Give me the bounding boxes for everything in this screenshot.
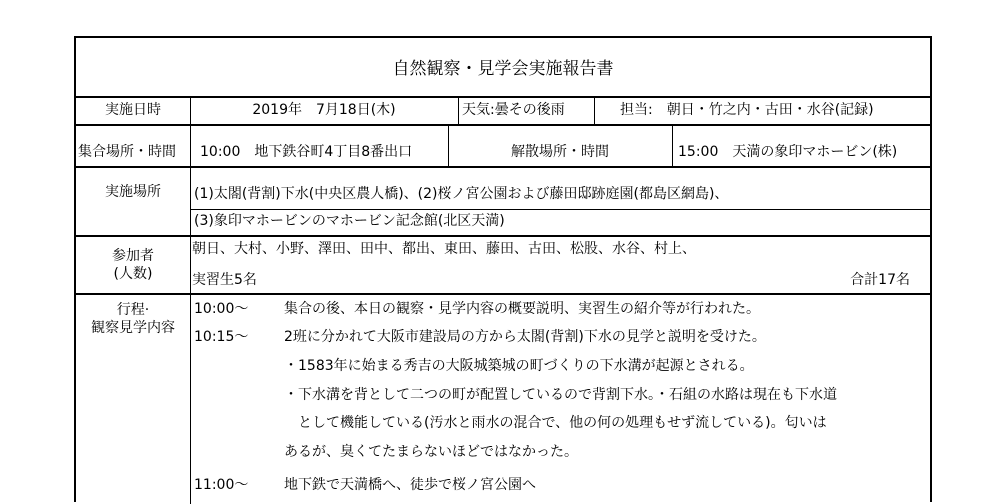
venue-line-2: (3)象印マホービンのマホービン記念館(北区天満) bbox=[194, 213, 505, 229]
participants-line-1: 朝日、大村、小野、澤田、田中、都出、東田、藤田、古田、松股、水谷、村上、 bbox=[192, 241, 696, 257]
page-title: 自然観察・見学会実施報告書 bbox=[392, 59, 614, 79]
participants-count-label: (人数) bbox=[113, 266, 153, 282]
label-column-divider bbox=[190, 96, 191, 504]
staff-value: 担当: 朝日・竹之内・古田・水谷(記録) bbox=[620, 102, 874, 118]
itinerary-text: ・下水溝を背として二つの町が配置しているので背割下水。・石組の水路は現在も下水道 bbox=[284, 387, 837, 403]
participants-label: 参加者 bbox=[112, 248, 154, 264]
venue-label: 実施場所 bbox=[105, 184, 161, 200]
itinerary-label: 行程· bbox=[116, 302, 150, 318]
itinerary-text: 集合の後、本日の観察・見学内容の概要説明、実習生の紹介等が行われた。 bbox=[284, 301, 760, 317]
itinerary-time: 11:00～ bbox=[194, 477, 249, 493]
weather-value: 天気:曇その後雨 bbox=[462, 102, 565, 118]
date-weather-divider bbox=[458, 96, 459, 124]
participants-total: 合計17名 bbox=[850, 272, 910, 288]
dismiss-label: 解散場所・時間 bbox=[511, 144, 609, 160]
itinerary-text: 地下鉄で天満橋へ、徒歩で桜ノ宮公園へ bbox=[284, 477, 536, 493]
participants-row-divider bbox=[76, 293, 930, 295]
venue-row-divider bbox=[76, 235, 930, 237]
meeting-label: 集合場所・時間 bbox=[78, 144, 176, 160]
itinerary-text: 2班に分かれて大阪市建設局の方から太閤(背割)下水の見学と説明を受けた。 bbox=[284, 329, 766, 345]
venue-line-1: (1)太閤(背割)下水(中央区農人橋)、(2)桜ノ宮公園および藤田邸跡庭園(都島区網島)、 bbox=[194, 186, 729, 202]
participants-line-2: 実習生5名 bbox=[192, 272, 257, 288]
date-row-divider bbox=[76, 124, 930, 126]
weather-staff-divider bbox=[594, 96, 595, 124]
itinerary-time: 10:00～ bbox=[194, 301, 249, 317]
itinerary-time: 10:15～ bbox=[194, 329, 249, 345]
meeting-value: 10:00 地下鉄谷町4丁目8番出口 bbox=[200, 144, 413, 160]
report-table bbox=[74, 36, 932, 502]
meeting-row-divider bbox=[76, 166, 930, 168]
itinerary-text: ・1583年に始まる秀吉の大阪城築城の町づくりの下水溝が起源とされる。 bbox=[284, 358, 754, 374]
itinerary-text: として機能している(汚水と雨水の混合で、他の何の処理もせず流している)。匂いは bbox=[284, 415, 827, 431]
venue-inner-divider bbox=[190, 209, 930, 210]
dismiss-value-divider bbox=[672, 124, 673, 166]
itinerary-text: あるが、臭くてたまらないほどではなかった。 bbox=[284, 444, 578, 460]
dismiss-value: 15:00 天満の象印マホービン(株) bbox=[678, 144, 898, 160]
itinerary-content-label: 観察見学内容 bbox=[91, 320, 175, 336]
date-label: 実施日時 bbox=[105, 102, 161, 118]
date-value: 2019年 7月18日(木) bbox=[252, 102, 396, 118]
title-divider bbox=[76, 96, 930, 98]
